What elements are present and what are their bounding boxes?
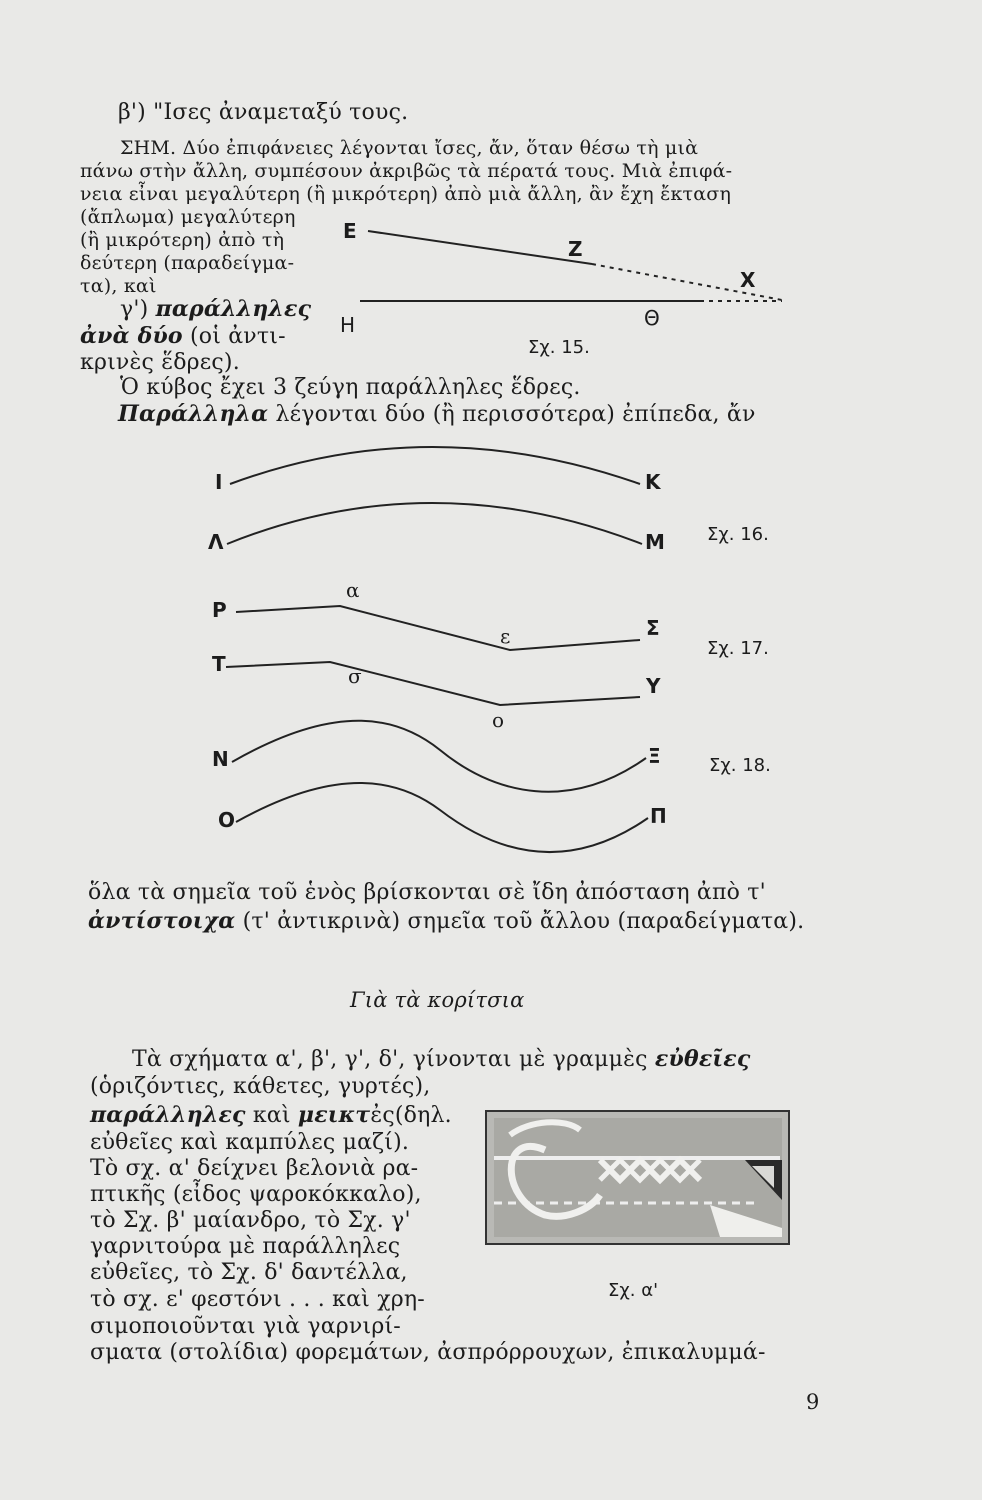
fig15-label-z: Z	[568, 237, 583, 261]
line-9-b: παράλληλες	[155, 296, 312, 322]
fig16-label-lambda: Λ	[208, 530, 224, 554]
fig15-label-h: H	[340, 313, 356, 337]
para-line-3-a: παράλληλες	[90, 1102, 246, 1128]
fig17-polyline-ty	[226, 662, 640, 705]
line-7: δεύτερη (παραδείγμα-	[80, 252, 295, 274]
fig16-label-k: K	[645, 470, 661, 494]
para-line-1-a: Τὰ σχήματα α', β', γ', δ', γίνονται μὲ γραμμὲς	[132, 1047, 648, 1072]
fig16-caption: Σχ. 16.	[707, 524, 769, 545]
fig17-label-t: T	[212, 652, 226, 676]
line-10-b: (οἱ ἀντι-	[190, 324, 286, 349]
line-2: ΣΗΜ. Δύο ἐπιφάνειες λέγονται ἴσες, ἄν, ὅταν θέσω τὴ μιὰ	[120, 137, 699, 159]
line-14: ὅλα τὰ σημεῖα τοῦ ἑνὸς βρίσκονται σὲ ἴδη ἀπόσταση ἀπὸ τ'	[88, 880, 766, 905]
line-13-a: Παράλληλα	[118, 401, 269, 427]
fig18-label-pi: Π	[650, 804, 667, 828]
line-5: (ἄπλωμα) μεγαλύτερη	[80, 206, 296, 228]
line-12: Ὁ κύβος ἔχει 3 ζεύγη παράλληλες ἕδρες.	[120, 375, 581, 400]
fig15-caption: Σχ. 15.	[528, 337, 590, 358]
fig-alpha-illustration	[486, 1111, 789, 1244]
line-6: (ἢ μικρότερη) ἀπὸ τὴ	[80, 229, 285, 251]
para-line-9: εὐθεῖες, τὸ Σχ. δ' δαντέλλα,	[90, 1260, 408, 1285]
fig18-label-xi: Ξ	[648, 744, 661, 768]
fig15-label-e: E	[343, 219, 357, 243]
fig15-line-ez	[368, 231, 592, 264]
fig17-caption: Σχ. 17.	[707, 638, 769, 659]
fig18-caption: Σχ. 18.	[709, 755, 771, 776]
fig15-label-theta: Θ	[644, 306, 660, 330]
line-10-a: ἀνὰ δύο	[80, 323, 183, 349]
line-15-b: (τ' ἀντικρινὰ) σημεῖα τοῦ ἄλλου (παραδείγματα).	[242, 909, 805, 934]
fig17-label-p: P	[212, 598, 227, 622]
para-line-7: τὸ Σχ. β' μαίανδρο, τὸ Σχ. γ'	[90, 1208, 411, 1233]
para-line-11: σιμοποιοῦνται γιὰ γαρνιρί-	[90, 1314, 401, 1339]
fig17-label-epsilon: ε	[500, 624, 511, 648]
para-line-10: τὸ σχ. ε' φεστόνι . . . καὶ χρη-	[90, 1287, 425, 1312]
para-line-2: (ὁριζόντιες, κάθετες, γυρτές),	[90, 1074, 431, 1099]
para-line-12: σματα (στολίδια) φορεμάτων, ἀσπρόρρουχων, ἐπικαλυμμά-	[90, 1340, 766, 1365]
fig16-arc-lm	[227, 503, 642, 544]
line-3: πάνω στὴν ἄλλη, συμπέσουν ἀκριβῶς τὰ πέρατά τους. Μιὰ ἐπιφά-	[80, 160, 733, 182]
fig16-arc-ik	[230, 447, 640, 484]
fig18-label-n: N	[212, 747, 229, 771]
para-line-3-c: μεικτ	[297, 1102, 371, 1128]
para-line-5: Τὸ σχ. α' δείχνει βελονιὰ ρα-	[90, 1156, 419, 1181]
para-line-8: γαρνιτούρα μὲ παράλληλες	[90, 1234, 401, 1259]
line-9-a: γ')	[120, 297, 149, 322]
line-11: κρινὲς ἕδρες).	[80, 350, 240, 375]
fig18-label-o: O	[218, 808, 236, 832]
fig17-label-alpha: α	[346, 578, 360, 602]
section-heading: Γιὰ τὰ κορίτσια	[350, 988, 525, 1012]
para-line-3	[90, 1102, 452, 1128]
line-15	[88, 908, 804, 934]
para-line-3-d: ἐς(δηλ.	[370, 1103, 452, 1128]
fig16-label-m: M	[645, 530, 665, 554]
page-number: 9	[806, 1390, 820, 1414]
line-8: τα), καὶ	[80, 275, 157, 297]
para-line-4: εὐθεῖες καὶ καμπύλες μαζί).	[90, 1130, 410, 1155]
fig15-label-x: X	[740, 268, 756, 292]
fig17-label-sigma: σ	[348, 664, 362, 688]
fig17-label-sigma-cap: Σ	[646, 616, 660, 640]
para-line-1	[132, 1046, 750, 1072]
fig17-polyline-ps	[236, 606, 640, 650]
fig18-wave-nx	[232, 721, 646, 792]
fig-alpha-caption: Σχ. α'	[608, 1280, 659, 1301]
para-line-6: πτικῆς (εἶδος ψαροκόκκαλο),	[90, 1182, 422, 1207]
fig17-label-omicron: ο	[492, 708, 505, 732]
line-13-b: λέγονται δύο (ἢ περισσότερα) ἐπίπεδα, ἄν	[275, 402, 756, 427]
fig16-label-i: I	[215, 470, 223, 494]
line-1: β') "Ισες ἀναμεταξύ τους.	[118, 100, 409, 125]
fig17-label-y: Y	[646, 674, 661, 698]
line-4: νεια εἶναι μεγαλύτερη (ἢ μικρότερη) ἀπὸ μιὰ ἄλλη, ἂν ἔχη ἔκταση	[80, 183, 732, 205]
fig18-wave-op	[236, 783, 648, 852]
para-line-1-b: εὐθεῖες	[654, 1046, 751, 1072]
para-line-3-b: καὶ	[252, 1103, 291, 1128]
line-15-a: ἀντίστοιχα	[88, 908, 236, 934]
